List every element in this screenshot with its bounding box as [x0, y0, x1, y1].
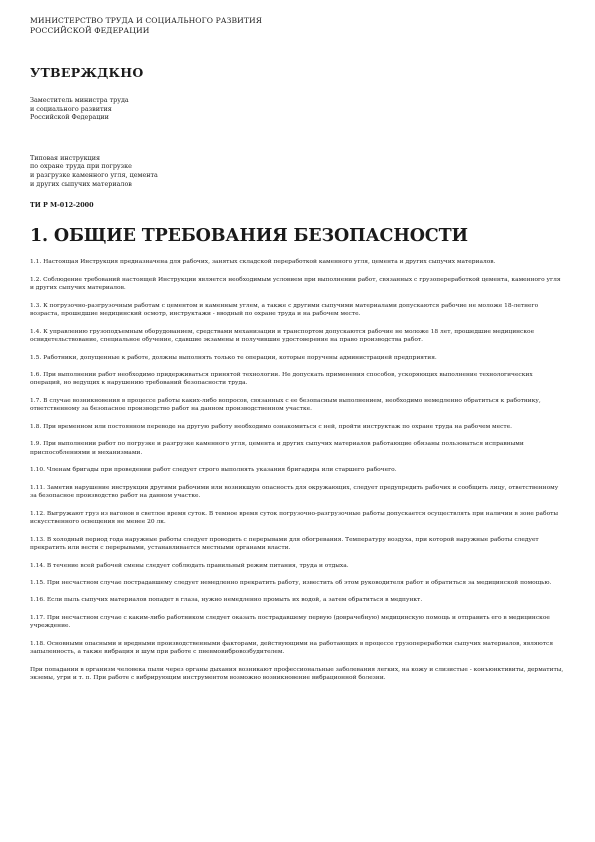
paragraph-dust-effects: При попадании в организм человека пыли через органы дыхания возникают профессиональные заболевания легких, на кожу и слизистые - конъюнктивиты, дерматиты, экземы, угри и т. п. При работе с вибрирующим инструментом возможно возникновение вибрационной болезни. — [30, 666, 564, 682]
ministry-line-2: РОССИЙСКОЙ ФЕДЕРАЦИИ — [30, 26, 150, 35]
paragraph-1-14: 1.14. В течение всей рабочей смены следует соблюдать правильный режим питания, труда и отдыха. — [30, 562, 349, 569]
ministry-line-1: МИНИСТЕРСТВО ТРУДА И СОЦИАЛЬНОГО РАЗВИТИЯ — [30, 16, 263, 25]
paragraph-1-1: 1.1. Настоящая Инструкция предназначена для рабочих, занятых складской переработкой каменного угля, цемента и других сыпучих материалов. — [30, 259, 496, 266]
paragraph-1-3: 1.3. К погрузочно-разгрузочным работам с цементом и каменным углем, а также с другими сыпучими материалами допускаются рабочие не моложе 18-летнего возраста, прошедшие медицинский осмотр, инструктажи - вводный по охране труда и на рабочем месте. — [30, 302, 539, 318]
ministry-header — [30, 16, 565, 36]
instruction-line-4: и других сыпучих материалов — [30, 179, 132, 188]
paragraph-1-15: 1.15. При несчастном случае пострадавшему следует немедленно прекратить работу, известить об этом руководителя работ и обратиться за медицинской помощью. — [30, 579, 552, 586]
deputy-line-2: и социального развития — [30, 104, 112, 113]
paragraph-1-13: 1.13. В холодный период года наружные работы следует проводить с перерывами для обогревания. Температуру воздуха, при которой наружные работы следует прекратить или вести с перерывами, устанавливается местными органами власти. — [30, 536, 539, 552]
instruction-line-1: Типовая инструкция — [30, 153, 100, 162]
instruction-line-2: по охране труда при погрузке — [30, 162, 132, 171]
paragraph-1-11: 1.11. Заметив нарушение инструкции другими рабочими или возникшую опасность для окружающих, следует предупредить рабочих и сообщить лицу, ответственному за безопасное производство работ на данном участке. — [30, 484, 559, 500]
paragraph-1-2: 1.2. Соблюдение требований настоящей Инструкции является необходимым условием при выполнении работ, связанных с грузопереработкой цемента, каменного угля и других сыпучих материалов. — [30, 276, 561, 292]
section-heading: 1. ОБЩИЕ ТРЕБОВАНИЯ БЕЗОПАСНОСТИ — [30, 226, 468, 247]
paragraph-1-17: 1.17. При несчастном случае с каким-либо работником следует оказать пострадавшему первую (доврачебную) медицинскую помощь и отправить его в медицинское учреждение. — [30, 614, 550, 630]
instruction-code: ТИ Р М-012-2000 — [30, 201, 94, 210]
section-body — [30, 258, 565, 683]
deputy-line-1: Заместитель министра труда — [30, 96, 129, 104]
paragraph-1-9: 1.9. При выполнении работ по погрузке и разгрузке каменного угля, цемента и других сыпучих материалов работающие обязаны пользоваться исправными приспособлениями и механизмами. — [30, 441, 524, 456]
instruction-title — [30, 154, 565, 188]
deputy-line-3: Российской Федерации — [30, 113, 109, 122]
paragraph-1-4: 1.4. К управлению грузоподъемным оборудованием, средствами механизации и транспортом допускаются рабочие не моложе 18 лет, прошедшие медицинское освидетельствование, специальное обучение, сдавшие экзамены и получившие удостоверение на право производства работ. — [30, 328, 535, 344]
paragraph-1-5: 1.5. Работники, допущенные к работе, должны выполнять только те операции, которые поручены администрацией предприятия. — [30, 354, 437, 361]
approval-signatory — [30, 96, 565, 122]
paragraph-1-6: 1.6. При выполнении работ необходимо придерживаться принятой технологии. Не допускать применения способов, ускоряющих выполнение технологических операций, но ведущих к нарушению требований безопасности труда. — [30, 371, 533, 387]
paragraph-1-18: 1.18. Основными опасными и вредными производственными факторами, действующими на работающих в процессе грузопереработки сыпучих материалов, являются запыленность, а также вибрация и шум при работе с пневмовибровозбудителем. — [30, 640, 554, 656]
instruction-line-3: и разгрузке каменного угля, цемента — [30, 170, 158, 179]
approval-title: УТВЕРЖДКНО — [30, 65, 144, 80]
paragraph-1-7: 1.7. В случае возникновения в процессе работы каких-либо вопросов, связанных с ее безопасным выполнением, необходимо немедленно обратиться к работнику, ответственному за безопасное производство работ на данном производственном участке. — [30, 397, 541, 413]
paragraph-1-8: 1.8. При временном или постоянном переводе на другую работу необходимо ознакомиться с ней, пройти инструктаж по охране труда на рабочем месте. — [30, 423, 513, 430]
paragraph-1-16: 1.16. Если пыль сыпучих материалов попадет в глаза, нужно немедленно промыть их водой, а затем обратиться в медпункт. — [30, 597, 423, 604]
paragraph-1-12: 1.12. Выгружают груз из вагонов в светлое время суток. В темное время суток погрузочно-разгрузочные работы допускается осуществлять при наличии в зоне работы искусственного освещения не менее 20 лк. — [30, 510, 559, 526]
paragraph-1-10: 1.10. Членам бригады при проведении работ следует строго выполнять указания бригадира или старшего рабочего. — [30, 467, 397, 474]
document-page — [30, 16, 565, 692]
